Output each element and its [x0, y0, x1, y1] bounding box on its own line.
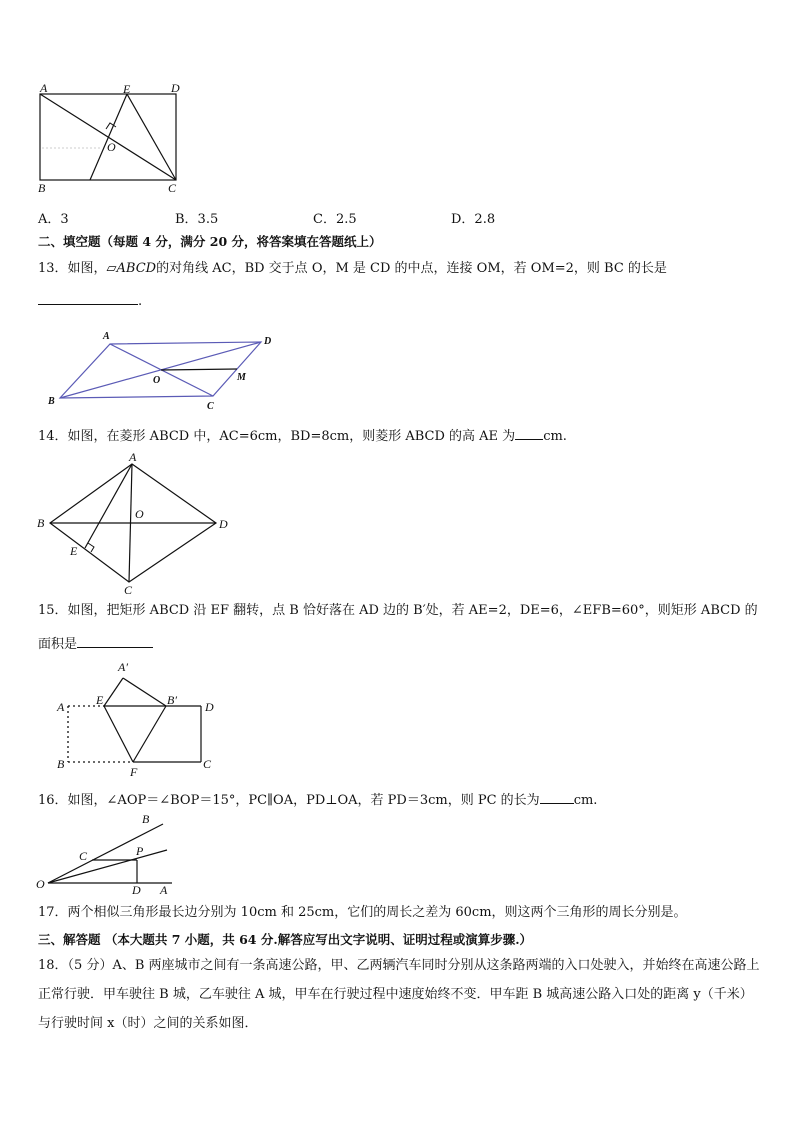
q16-ray-OB [48, 824, 163, 883]
q13-label-C: C [207, 401, 214, 412]
q13-answer-line [38, 291, 142, 311]
q15-label-E: E [96, 693, 104, 707]
q13-segment-OM [161, 369, 237, 370]
q13-label-M: M [237, 372, 246, 383]
q16-label-O: O [36, 877, 45, 891]
q12-segment-EC [127, 94, 176, 180]
q14-label-C: C [124, 583, 133, 597]
q12-label-A: A [40, 81, 48, 95]
q14-unit: cm. [543, 429, 567, 444]
q12-choice-a: A．3 [38, 212, 69, 227]
q14-label-E: E [70, 544, 78, 558]
q16-label-P: P [136, 844, 144, 858]
q15-label-C: C [203, 757, 212, 771]
q12-label-E: E [123, 82, 131, 96]
q15-figure [50, 656, 230, 782]
q13-label-O: O [153, 375, 161, 386]
q12-segment-EF [90, 94, 127, 180]
q15-answer-blank[interactable] [77, 634, 153, 648]
q14-answer-blank[interactable] [515, 426, 543, 440]
q14-stem [38, 426, 567, 446]
q14-height-AE [85, 464, 132, 548]
q15-stem-line1: 15．如图，把矩形 ABCD 沿 EF 翻转，点 B 恰好落在 AD 边的 B′处，若 AE=2，DE=6，∠EFB=60°，则矩形 ABCD 的 [38, 603, 758, 618]
q14-text: 14．如图，在菱形 ABCD 中，AC=6cm，BD=8cm，则菱形 ABCD 的高 AE 为 [38, 429, 516, 444]
q15-label-F: F [130, 765, 138, 779]
q15-label-A: A [57, 700, 65, 714]
parallelogram-icon: ▱ [106, 261, 117, 276]
q13-label-D: D [264, 336, 272, 347]
q14-label-A: A [129, 450, 137, 464]
q15-label-B: B [57, 757, 65, 771]
q13-text: 的对角线 AC，BD 交于点 O，M 是 CD 的中点，连接 OM，若 OM=2，则 BC 的长是 [156, 261, 667, 276]
q14-label-O: O [135, 507, 144, 521]
q13-answer-blank[interactable] [38, 291, 138, 305]
q14-figure [30, 450, 240, 600]
q12-label-B: B [38, 181, 46, 195]
q15-label-A-prime: A′ [118, 660, 128, 674]
q15-segment-B'F [133, 706, 166, 762]
q13-prefix: 13．如图， [38, 261, 107, 276]
q15-segment-A'B' [123, 678, 166, 706]
q13-stem [38, 260, 667, 278]
q12-choice-b: B．3.5 [175, 212, 219, 227]
q12-label-O: O [107, 140, 116, 154]
q16-figure [32, 810, 182, 897]
q14-right-angle-mark [88, 543, 94, 552]
q15-label-D: D [205, 700, 214, 714]
q13-name: ABCD [116, 261, 157, 276]
q16-label-A: A [160, 883, 168, 897]
q15-segment-EF [104, 706, 133, 762]
q16-label-B: B [142, 812, 150, 826]
q15-stem-line2 [38, 634, 153, 654]
q12-label-C: C [168, 181, 177, 195]
q16-label-D: D [132, 883, 141, 897]
q15-text: 面积是 [38, 637, 78, 652]
q12-figure [30, 78, 200, 196]
q16-stem [38, 790, 597, 810]
q13-end: . [138, 294, 143, 309]
q14-label-B: B [37, 516, 45, 530]
q15-label-B-prime: B′ [167, 693, 177, 707]
q14-label-D: D [219, 517, 228, 531]
q18-stem: 18．（5 分）A、B 两座城市之间有一条高速公路，甲、乙两辆汽车同时分别从这条路两端的入口处驶入，并始终在高速公路上正常行驶．甲车驶往 B 城，乙车驶往 A 城，甲车在行驶过程中速度始终不变．甲车距 B 城高速公路入口处的距离 y（千米）与行驶时间 x（时）之间的关系如图． [38, 958, 760, 1031]
q12-choice-d: D．2.8 [451, 212, 496, 227]
q16-ray-OP [48, 850, 167, 883]
q13-figure [40, 326, 280, 416]
q15-segment-EA' [104, 678, 123, 706]
q12-choice-c: C．2.5 [313, 212, 357, 227]
q12-label-D: D [171, 81, 180, 95]
q13-label-B: B [48, 396, 55, 407]
q16-unit: cm. [573, 793, 598, 808]
q16-label-C: C [79, 849, 88, 863]
q13-label-A: A [103, 331, 110, 342]
q16-text: 16．如图，∠AOP＝∠BOP＝15°，PC∥OA，PD⊥OA，若 PD＝3cm，则 PC 的长为 [38, 793, 540, 808]
q17-stem: 17．两个相似三角形最长边分别为 10cm 和 25cm，它们的周长之差为 60cm，则这两个三角形的周长分别是。 [38, 905, 687, 920]
section2-title: 二、填空题（每题 4 分，满分 20 分，将答案填在答题纸上） [38, 234, 382, 249]
q16-answer-blank[interactable] [540, 790, 574, 804]
section3-title: 三、解答题 （本大题共 7 小题，共 64 分.解答应写出文字说明、证明过程或演算步骤.） [38, 932, 533, 947]
